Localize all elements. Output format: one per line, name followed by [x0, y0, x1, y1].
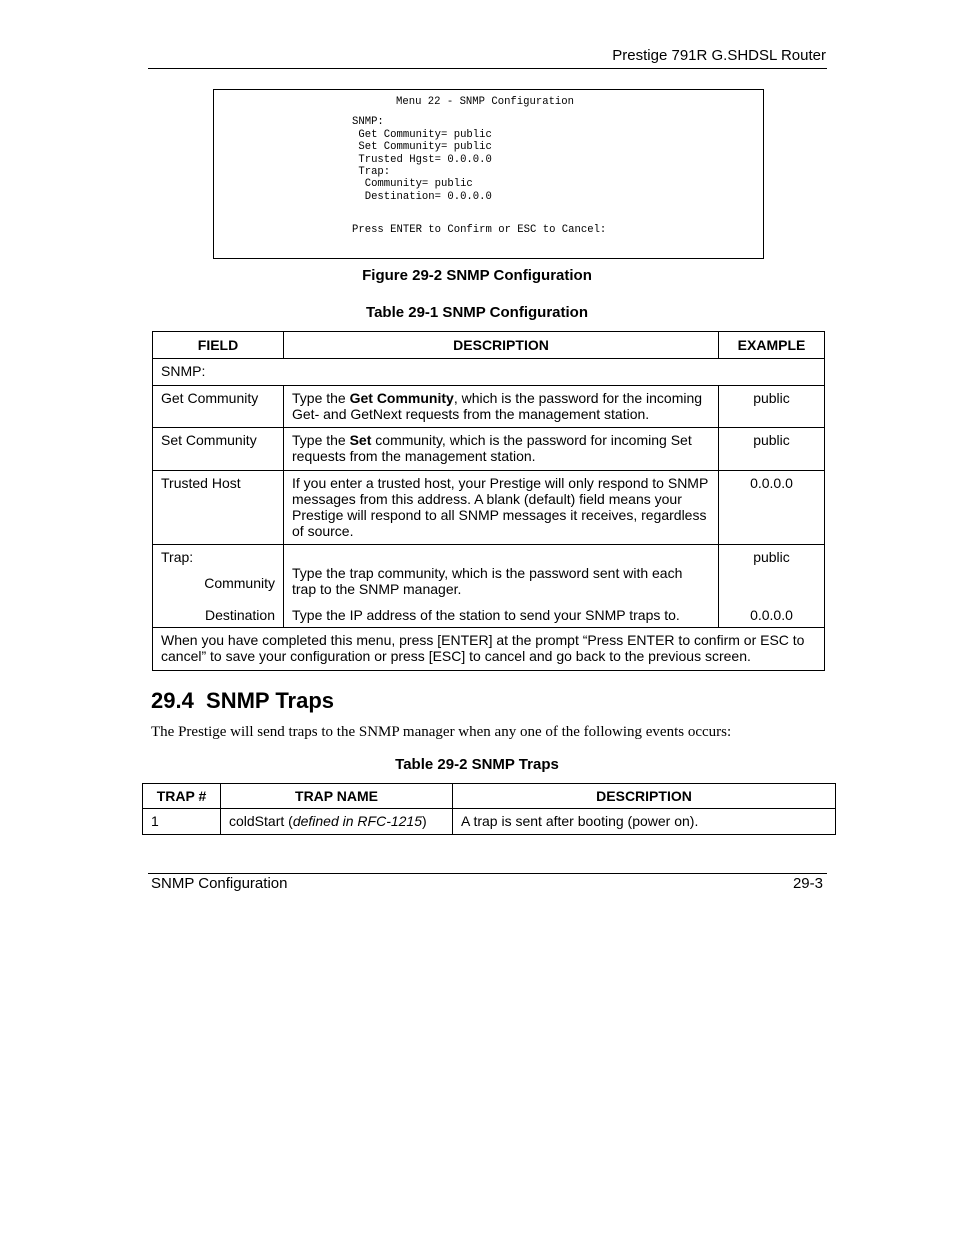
example-cell: 0.0.0.0 [750, 475, 793, 491]
example-cell: public [753, 432, 790, 448]
trap-destination-label: Destination [204, 607, 275, 623]
example-cell: public [753, 390, 790, 406]
column-header-example: EXAMPLE [719, 332, 825, 359]
table-row [153, 386, 825, 428]
snmp-config-table [152, 331, 825, 671]
table-row [153, 471, 825, 545]
trap-community-example: public [753, 549, 790, 565]
trap-label: Trap: [161, 549, 194, 565]
terminal-line: Get Community= public [352, 129, 492, 141]
table-row [143, 809, 836, 835]
completion-note: When you have completed this menu, press [ENTER] at the prompt “Press ENTER to confirm or ESC to cancel” to save your configuration or press [ESC] to cancel and go back to the previous screen. [161, 632, 805, 664]
field-cell: Trusted Host [161, 475, 241, 491]
description-cell: Type the Set community, which is the password for incoming Set requests from the management station. [292, 432, 692, 464]
trap-destination-example: 0.0.0.0 [750, 607, 793, 623]
field-cell: Get Community [161, 390, 259, 406]
section-heading: 29.4 SNMP Traps [151, 688, 335, 713]
column-header-trap-number: TRAP # [143, 784, 221, 809]
trap-name-cell: coldStart (defined in RFC-1215) [229, 813, 427, 829]
trap-number-cell: 1 [151, 813, 159, 829]
terminal-line: Destination= 0.0.0.0 [352, 191, 492, 203]
description-cell: Type the Get Community, which is the password for the incoming Get- and GetNext requests from the management station. [292, 390, 703, 422]
terminal-line: SNMP: [352, 116, 384, 128]
trap-community-label: Community [204, 575, 275, 591]
footer-page-number: 29-3 [792, 875, 823, 892]
terminal-line: Trap: [352, 166, 391, 178]
terminal-screen [213, 89, 764, 259]
column-header-description: DESCRIPTION [453, 784, 836, 809]
table2-caption: Table 29-2 SNMP Traps [395, 756, 559, 773]
table1-caption: Table 29-1 SNMP Configuration [366, 304, 588, 321]
column-header-trap-name: TRAP NAME [221, 784, 453, 809]
figure-caption: Figure 29-2 SNMP Configuration [362, 267, 592, 284]
terminal-menu-title: Menu 22 - SNMP Configuration [396, 96, 575, 108]
trap-destination-description: Type the IP address of the station to send your SNMP traps to. [292, 607, 680, 623]
footer-chapter-title: SNMP Configuration [151, 875, 288, 892]
table-row [153, 428, 825, 471]
terminal-line: Trusted Hgst= 0.0.0.0 [352, 154, 492, 166]
description-cell: If you enter a trusted host, your Prestige will only respond to SNMP messages from this address. A blank (default) field means your Prestige will respond to all SNMP messages it receives, regardless of source. [292, 475, 709, 539]
footer-rule [148, 873, 827, 874]
trap-community-description: Type the trap community, which is the password sent with each trap to the SNMP manager. [292, 565, 683, 597]
body-paragraph: The Prestige will send traps to the SNMP manager when any one of the following events occurs: [151, 724, 732, 740]
trap-description-cell: A trap is sent after booting (power on). [461, 813, 699, 829]
running-header-title: Prestige 791R G.SHDSL Router [612, 47, 826, 64]
field-cell: Set Community [161, 432, 257, 448]
header-rule [148, 68, 827, 69]
table-header-row [153, 332, 825, 359]
table-row-note [153, 628, 825, 671]
column-header-description: DESCRIPTION [284, 332, 719, 359]
terminal-line: Community= public [352, 178, 473, 190]
column-header-field: FIELD [153, 332, 284, 359]
table-row [153, 359, 825, 386]
table-row-trap [153, 545, 825, 628]
snmp-group-label: SNMP: [161, 363, 206, 379]
snmp-traps-table [142, 783, 836, 835]
table-header-row [143, 784, 836, 809]
terminal-line: Set Community= public [352, 141, 492, 153]
terminal-prompt: Press ENTER to Confirm or ESC to Cancel: [352, 224, 607, 236]
